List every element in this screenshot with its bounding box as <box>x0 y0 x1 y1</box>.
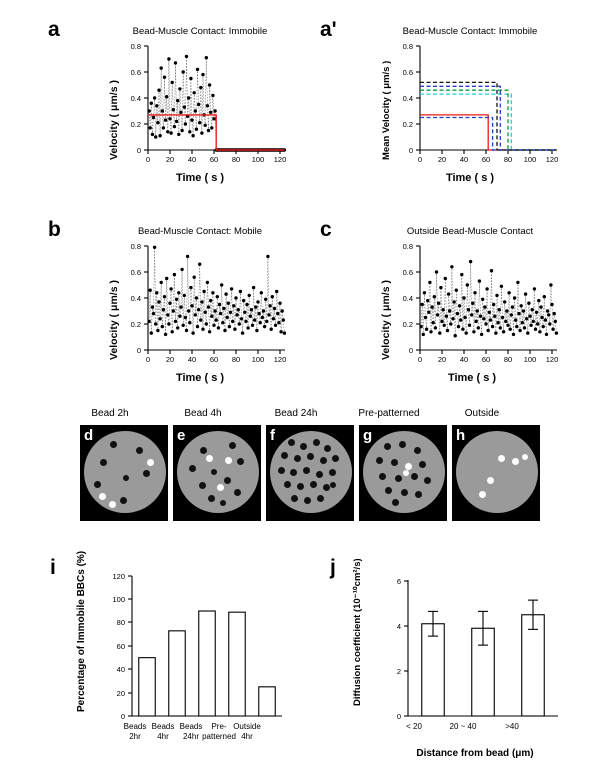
panel-i-xtick-1-line2: 4hr <box>157 732 169 741</box>
micrograph-h <box>452 425 540 521</box>
panel-title-b: Bead-Muscle Contact: Mobile <box>137 226 263 237</box>
panel-i-y-axis-text: Percentage of Immobile BBCs (%) <box>76 550 87 712</box>
svg-text:100: 100 <box>112 595 125 604</box>
panel-title-aprime: Bead-Muscle Contact: Immobile <box>402 26 538 37</box>
svg-text:0.8: 0.8 <box>130 242 141 251</box>
panel-i-xtick-1-line1: Beads <box>151 722 175 731</box>
svg-text:0.6: 0.6 <box>402 268 413 277</box>
svg-text:40: 40 <box>187 155 197 164</box>
panel-i-y-axis-title <box>76 551 87 712</box>
panel-j-xtick-1: 20 ~ 40 <box>449 722 477 731</box>
panel-i-xtick-3-line2: patterned <box>202 732 236 741</box>
micrograph-title-h: Outside <box>464 408 500 419</box>
svg-text:0.4: 0.4 <box>402 94 413 103</box>
svg-text:0: 0 <box>145 155 151 164</box>
svg-text:0.6: 0.6 <box>402 68 413 77</box>
panel-b-y-axis-title: Velocity ( μm/s ) <box>108 280 120 360</box>
svg-text:2: 2 <box>396 667 401 676</box>
panel-i-xtick-4-line1: Outside <box>233 722 261 731</box>
panel-label-j: j <box>330 556 336 579</box>
panel-title-a: Bead-Muscle Contact: Immobile <box>132 26 268 37</box>
micrograph-title-f: Bead 24h <box>274 408 318 419</box>
panel-label-c: c <box>320 218 332 241</box>
panel-aprime-plot <box>392 38 562 168</box>
svg-text:0.2: 0.2 <box>130 320 141 329</box>
micrograph-title-g: Pre-patterned <box>358 408 420 419</box>
micrograph-letter-g: g <box>363 427 373 444</box>
panel-i-xtick-4 <box>222 722 272 742</box>
panel-b-x-axis-title: Time ( s ) <box>175 372 225 384</box>
svg-text:0: 0 <box>408 346 413 355</box>
svg-text:0.2: 0.2 <box>402 320 413 329</box>
panel-c-x-axis-title: Time ( s ) <box>447 372 497 384</box>
svg-text:40: 40 <box>459 355 469 364</box>
svg-text:0.2: 0.2 <box>402 120 413 129</box>
svg-text:6: 6 <box>396 577 401 586</box>
panel-c-y-axis-title: Velocity ( μm/s ) <box>380 280 392 360</box>
svg-text:0.2: 0.2 <box>130 120 141 129</box>
micrograph-g <box>359 425 447 521</box>
svg-text:20: 20 <box>165 155 175 164</box>
svg-text:0.4: 0.4 <box>130 94 141 103</box>
micrograph-e <box>173 425 261 521</box>
svg-text:40: 40 <box>187 355 197 364</box>
svg-text:80: 80 <box>231 155 241 164</box>
svg-text:0.8: 0.8 <box>402 242 413 251</box>
svg-text:0: 0 <box>396 712 401 721</box>
svg-text:0.8: 0.8 <box>402 42 413 51</box>
micrograph-d <box>80 425 168 521</box>
svg-text:20: 20 <box>165 355 175 364</box>
svg-text:40: 40 <box>459 155 469 164</box>
panel-aprime-x-axis-title: Time ( s ) <box>445 172 495 184</box>
panel-j-y-axis-text: Diffusion coefficient (10⁻¹⁰cm²/s) <box>352 558 363 706</box>
panel-i-xtick-0-line1: Beads <box>123 722 147 731</box>
svg-text:120: 120 <box>112 572 125 581</box>
svg-text:0.6: 0.6 <box>130 268 141 277</box>
svg-text:80: 80 <box>231 355 241 364</box>
svg-text:100: 100 <box>251 155 265 164</box>
panel-i-xtick-2-line2: 24hr <box>182 732 199 741</box>
panel-c-plot <box>392 238 562 368</box>
svg-text:60: 60 <box>116 642 125 651</box>
panel-i-xtick-0-line2: 2hr <box>129 732 141 741</box>
svg-text:60: 60 <box>209 155 219 164</box>
panel-label-i: i <box>50 556 56 579</box>
svg-text:20: 20 <box>437 355 447 364</box>
panel-title-c: Outside Bead-Muscle Contact <box>406 226 534 237</box>
svg-text:4: 4 <box>396 622 401 631</box>
micrograph-title-d: Bead 2h <box>91 408 129 419</box>
svg-text:20: 20 <box>116 689 125 698</box>
panel-j-plot <box>372 570 562 730</box>
panel-label-aprime: a' <box>320 18 337 41</box>
svg-text:0.4: 0.4 <box>130 294 141 303</box>
svg-text:80: 80 <box>503 355 513 364</box>
panel-j-xtick-0: < 20 <box>406 722 422 731</box>
panel-label-a: a <box>48 18 60 41</box>
svg-text:60: 60 <box>481 355 491 364</box>
panel-a-y-axis-title: Velocity ( μm/s ) <box>108 80 120 160</box>
svg-text:0: 0 <box>408 146 413 155</box>
svg-text:60: 60 <box>209 355 219 364</box>
panel-j-y-axis-title <box>352 558 363 706</box>
svg-text:60: 60 <box>481 155 491 164</box>
svg-text:0.6: 0.6 <box>130 68 141 77</box>
panel-i-xtick-2-line1: Beads <box>179 722 203 731</box>
panel-b-plot <box>120 238 290 368</box>
panel-i-xtick-4-line2: 4hr <box>241 732 253 741</box>
panel-label-b: b <box>48 218 61 241</box>
micrograph-title-e: Bead 4h <box>184 408 222 419</box>
micrograph-letter-f: f <box>270 427 275 444</box>
svg-text:0: 0 <box>136 346 141 355</box>
panel-i-xtick-3-line1: Pre- <box>211 722 227 731</box>
svg-text:20: 20 <box>437 155 447 164</box>
panel-j-xtick-2: >40 <box>505 722 519 731</box>
svg-text:100: 100 <box>251 355 265 364</box>
svg-text:120: 120 <box>545 155 559 164</box>
svg-text:0: 0 <box>136 146 141 155</box>
panel-aprime-y-axis-title: Mean Velocity ( μm/s ) <box>381 60 392 160</box>
svg-text:0.8: 0.8 <box>130 42 141 51</box>
panel-a-plot <box>120 38 290 168</box>
svg-text:100: 100 <box>523 355 537 364</box>
svg-text:80: 80 <box>503 155 513 164</box>
svg-text:120: 120 <box>545 355 559 364</box>
svg-text:100: 100 <box>523 155 537 164</box>
svg-text:80: 80 <box>116 618 125 627</box>
svg-text:0: 0 <box>417 155 423 164</box>
panel-j-x-axis-title: Distance from bead (μm) <box>416 748 534 759</box>
svg-text:120: 120 <box>273 355 287 364</box>
svg-text:0: 0 <box>145 355 151 364</box>
micrograph-letter-e: e <box>177 427 186 444</box>
micrograph-f <box>266 425 354 521</box>
svg-text:0: 0 <box>120 712 125 721</box>
svg-text:0.4: 0.4 <box>402 294 413 303</box>
micrograph-letter-d: d <box>84 427 94 444</box>
panel-a-x-axis-title: Time ( s ) <box>175 172 225 184</box>
svg-text:120: 120 <box>273 155 287 164</box>
micrograph-letter-h: h <box>456 427 466 444</box>
svg-text:0: 0 <box>417 355 423 364</box>
svg-text:40: 40 <box>116 665 125 674</box>
